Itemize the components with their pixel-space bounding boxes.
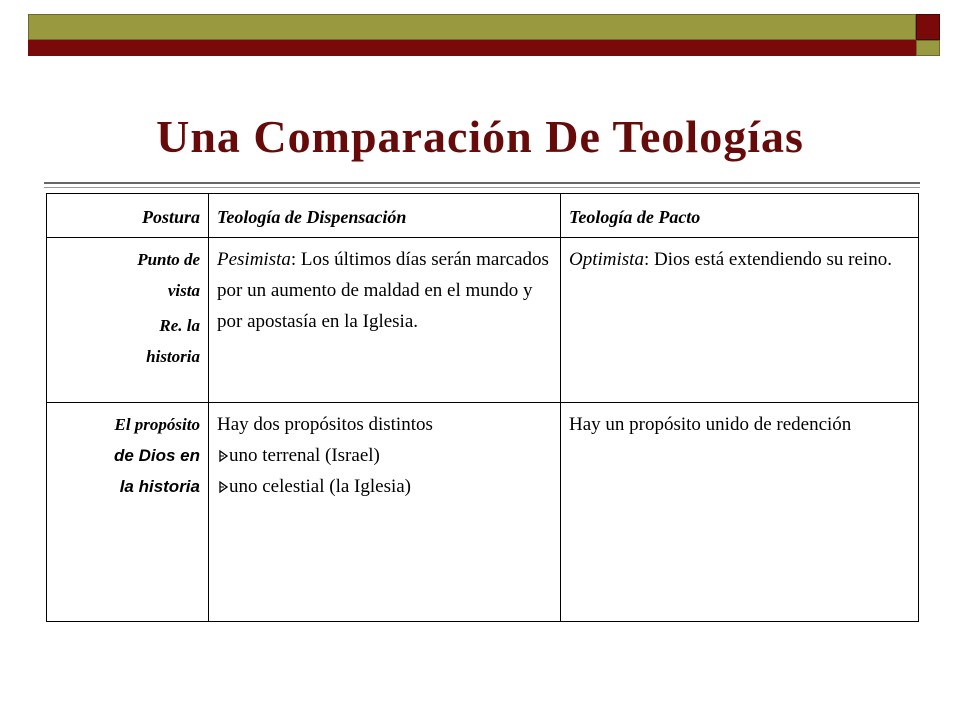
comparison-table <box>46 193 919 622</box>
corner-square-maroon <box>916 14 940 40</box>
bullet-text: uno terrenal (Israel) <box>229 445 380 466</box>
top-bar-maroon-band <box>28 40 916 56</box>
row-label-line: El propósito <box>114 415 200 434</box>
list-item <box>217 440 552 471</box>
header-covenant: Teología de Pacto <box>561 194 919 238</box>
arrow-bullet-icon <box>219 481 228 493</box>
title-divider-thin <box>44 187 920 188</box>
cell-covenant-view <box>561 238 919 403</box>
dispensation-view-text: : Los últimos días serán marcados por un aumento de maldad en el mundo y por apostasía en la Iglesia. <box>217 249 549 332</box>
cell-covenant-purpose: Hay un propósito unido de redención <box>561 403 919 622</box>
header-dispensation: Teología de Dispensación <box>209 194 561 238</box>
bullet-text: uno celestial (la Iglesia) <box>229 476 412 497</box>
arrow-bullet-icon <box>219 450 228 462</box>
row-label-proposito <box>47 403 209 622</box>
title-divider <box>44 182 920 184</box>
corner-square-olive <box>916 40 940 56</box>
row-label-line: historia <box>146 347 200 366</box>
term-optimista: Optimista <box>569 249 644 270</box>
header-postura: Postura <box>47 194 209 238</box>
cell-dispensation-purpose <box>209 403 561 622</box>
table-row <box>47 403 919 622</box>
row-label-line: vista <box>167 281 200 300</box>
table-row <box>47 238 919 403</box>
row-label-punto-de-vista <box>47 238 209 403</box>
row-label-line: Re. la <box>159 316 200 335</box>
row-label-line: de Dios en <box>114 446 200 465</box>
row-label-line: la historia <box>119 477 200 496</box>
list-item <box>217 471 552 502</box>
cell-dispensation-view <box>209 238 561 403</box>
top-decorative-bar <box>28 14 916 56</box>
covenant-view-text: : Dios está extendiendo su reino. <box>643 249 892 270</box>
term-pesimista: Pesimista <box>217 249 291 270</box>
top-bar-olive-band <box>28 14 916 40</box>
table-header-row <box>47 194 919 238</box>
dispensation-purpose-intro: Hay dos propósitos distintos <box>217 414 433 435</box>
row-label-line: Punto de <box>137 250 200 269</box>
slide-title: Una Comparación De Teologías <box>156 111 804 162</box>
